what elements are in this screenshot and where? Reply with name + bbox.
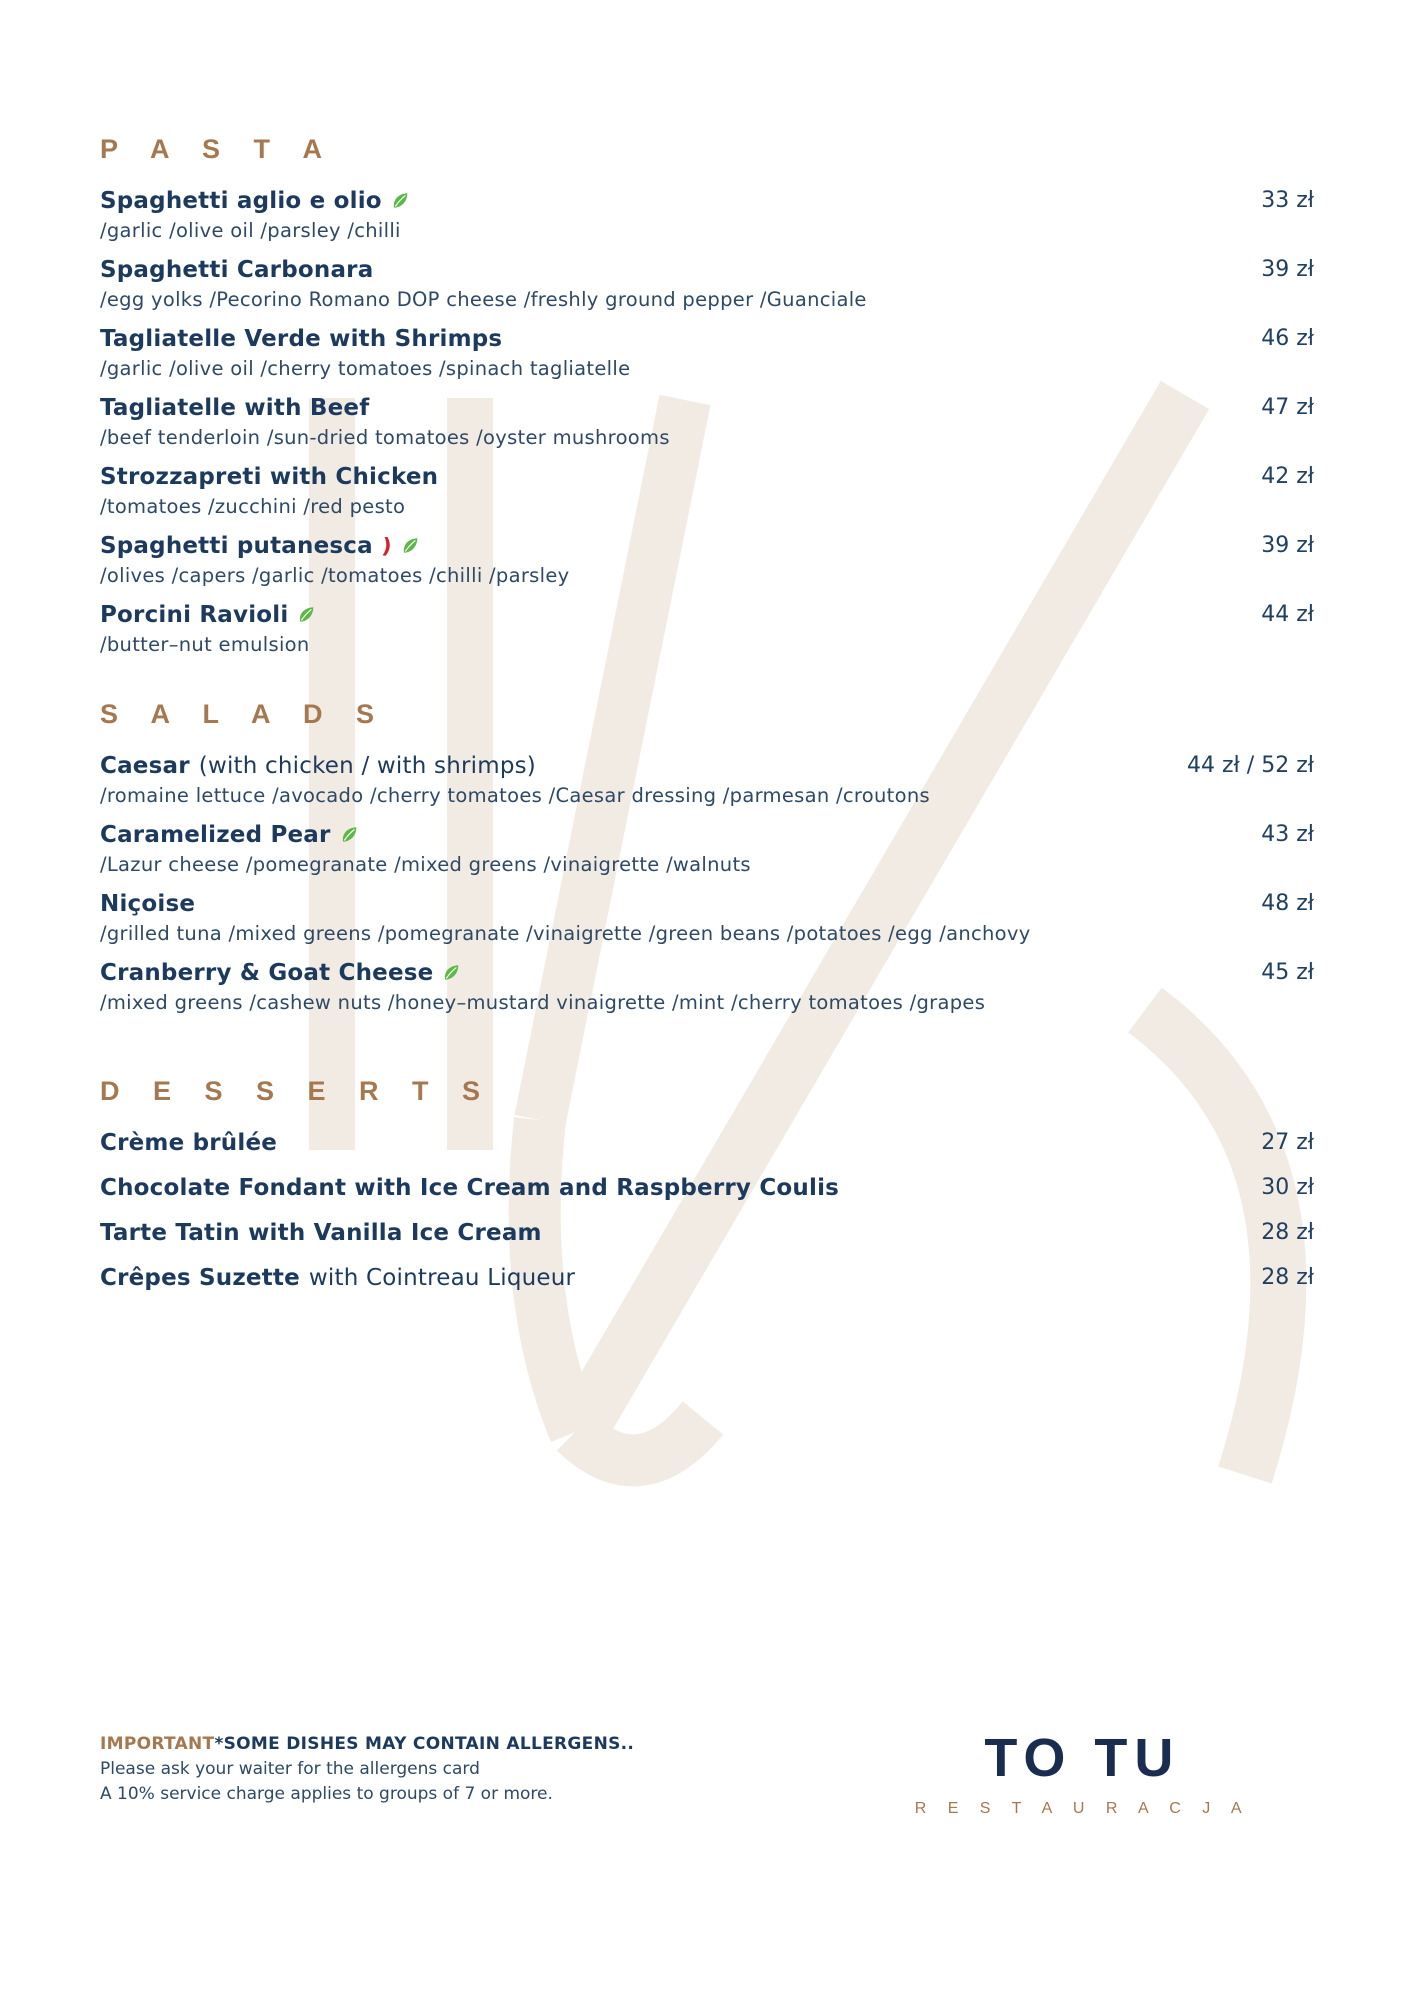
menu-item-title: [100, 1264, 575, 1292]
menu-item-price: 43 zł: [1261, 822, 1314, 847]
important-label: IMPORTANT: [100, 1734, 215, 1754]
leaf-icon: [400, 535, 421, 556]
menu-item-row: [100, 752, 1314, 780]
menu-item-name-suffix: with Cointreau Liqueur: [308, 1265, 576, 1291]
menu-item-ingredients: /romaine lettuce /avocado /cherry tomatoes /Caesar dressing /parmesan /croutons: [100, 784, 930, 807]
menu-item: [100, 325, 1314, 382]
chilli-icon: ): [380, 533, 393, 559]
menu-item-row: [100, 1264, 1314, 1292]
menu-section-salads: [100, 699, 1314, 1016]
menu-section-desserts: [100, 1076, 1314, 1292]
menu-item-row: [100, 187, 1314, 215]
menu-item-row: [100, 532, 1314, 560]
section-title-salads: S A L A D S: [100, 699, 388, 729]
menu-item-name: Tagliatelle with Beef: [100, 395, 370, 421]
menu-item-row: [100, 601, 1314, 629]
menu-item-row: [100, 959, 1314, 987]
menu-item-row: [100, 821, 1314, 849]
menu-item-ingredients: /grilled tuna /mixed greens /pomegranate /vinaigrette /green beans /potatoes /egg /anchovy: [100, 922, 1031, 945]
menu-item-name: Niçoise: [100, 891, 196, 917]
leaf-icon: [339, 824, 360, 845]
menu-item-title: [100, 532, 420, 560]
menu-item-row: [100, 1174, 1314, 1202]
menu-item-title: [100, 187, 410, 215]
menu-item-title: [100, 256, 373, 284]
menu-item: [100, 752, 1314, 809]
menu-item: [100, 821, 1314, 878]
menu-item-price: 28 zł: [1261, 1220, 1314, 1245]
menu-item-row: [100, 394, 1314, 422]
leaf-icon: [390, 190, 411, 211]
leaf-icon: [296, 604, 317, 625]
menu-item-price: 30 zł: [1261, 1175, 1314, 1200]
menu-item-name: Spaghetti Carbonara: [100, 257, 374, 283]
menu-item-ingredients: /tomatoes /zucchini /red pesto: [100, 495, 406, 518]
menu-item: [100, 1219, 1314, 1247]
menu-item: [100, 959, 1314, 1016]
menu-item-price: 39 zł: [1261, 533, 1314, 558]
menu-item-name-suffix: (with chicken / with shrimps): [198, 753, 536, 779]
menu-item-ingredients: /beef tenderloin /sun-dried tomatoes /oyster mushrooms: [100, 426, 670, 449]
menu-item: [100, 1264, 1314, 1292]
menu-item-name: Tarte Tatin with Vanilla Ice Cream: [100, 1220, 542, 1246]
menu-item-title: [100, 601, 316, 629]
leaf-icon: [441, 962, 462, 983]
menu-item-price: 44 zł / 52 zł: [1187, 753, 1314, 778]
footer-line-allergens-card: Please ask your waiter for the allergens card: [100, 1759, 480, 1779]
menu-item-row: [100, 256, 1314, 284]
footer-notes: [100, 1732, 634, 1807]
menu-section-pasta: [100, 134, 1314, 658]
menu-item-ingredients: /mixed greens /cashew nuts /honey–mustard vinaigrette /mint /cherry tomatoes /grapes: [100, 991, 986, 1014]
menu-item: [100, 394, 1314, 451]
menu-item-row: [100, 890, 1314, 918]
menu-item-row: [100, 1129, 1314, 1157]
menu-item: [100, 890, 1314, 947]
menu-item-name: Spaghetti aglio e olio: [100, 188, 382, 214]
menu-item-ingredients: /butter–nut emulsion: [100, 633, 310, 656]
menu-item-title: [100, 959, 461, 987]
menu-item-title: [100, 325, 502, 353]
logo-name: TO TU: [984, 1728, 1181, 1788]
menu-item-price: 47 zł: [1261, 395, 1314, 420]
menu-item-price: 27 zł: [1261, 1130, 1314, 1155]
menu-item-name: Strozzapreti with Chicken: [100, 464, 439, 490]
menu-item-title: [100, 752, 536, 780]
menu-item-row: [100, 325, 1314, 353]
menu-item-name: Spaghetti putanesca: [100, 533, 373, 559]
menu-item-title: [100, 1174, 839, 1202]
menu-item-price: 33 zł: [1261, 188, 1314, 213]
menu-item-ingredients: /olives /capers /garlic /tomatoes /chilli /parsley: [100, 564, 570, 587]
menu-item-name: Tagliatelle Verde with Shrimps: [100, 326, 503, 352]
menu-item: [100, 1174, 1314, 1202]
menu-item: [100, 187, 1314, 244]
menu-item: [100, 463, 1314, 520]
menu-item-title: [100, 394, 369, 422]
menu-item-ingredients: /egg yolks /Pecorino Romano DOP cheese /freshly ground pepper /Guanciale: [100, 288, 867, 311]
menu-item-row: [100, 1219, 1314, 1247]
logo-subtitle: R E S T A U R A C J A: [914, 1800, 1250, 1817]
menu-item-price: 48 zł: [1261, 891, 1314, 916]
section-title-pasta: P A S T A: [100, 134, 336, 164]
menu-item-price: 44 zł: [1261, 602, 1314, 627]
menu-item-price: 46 zł: [1261, 326, 1314, 351]
footer-line-service-charge: A 10% service charge applies to groups of 7 or more.: [100, 1784, 553, 1804]
menu-item: [100, 601, 1314, 658]
menu-item-price: 45 zł: [1261, 960, 1314, 985]
menu-item-name: Chocolate Fondant with Ice Cream and Raspberry Coulis: [100, 1175, 840, 1201]
menu-item-name: Caesar: [100, 753, 190, 779]
menu-item-price: 28 zł: [1261, 1265, 1314, 1290]
menu-item-name: Crêpes Suzette: [100, 1265, 300, 1291]
menu-item-price: 42 zł: [1261, 464, 1314, 489]
menu-item: [100, 532, 1314, 589]
menu-item-price: 39 zł: [1261, 257, 1314, 282]
menu-sections: [100, 134, 1314, 1292]
allergen-warning: [100, 1732, 634, 1757]
menu-item-name: Cranberry & Goat Cheese: [100, 960, 434, 986]
menu-item: [100, 256, 1314, 313]
menu-item-title: [100, 463, 438, 491]
menu-item-ingredients: /Lazur cheese /pomegranate /mixed greens /vinaigrette /walnuts: [100, 853, 751, 876]
menu-item-name: Crème brûlée: [100, 1130, 278, 1156]
menu-item-name: Caramelized Pear: [100, 822, 331, 848]
menu-item-ingredients: /garlic /olive oil /cherry tomatoes /spinach tagliatelle: [100, 357, 631, 380]
menu-item-title: [100, 821, 359, 849]
restaurant-logo: [915, 1728, 1250, 1818]
menu-item: [100, 1129, 1314, 1157]
section-title-desserts: D E S S E R T S: [100, 1076, 494, 1106]
menu-item-title: [100, 890, 195, 918]
menu-item-title: [100, 1219, 542, 1247]
menu-item-ingredients: /garlic /olive oil /parsley /chilli: [100, 219, 401, 242]
menu-item-name: Porcini Ravioli: [100, 602, 289, 628]
menu-item-row: [100, 463, 1314, 491]
important-text: *SOME DISHES MAY CONTAIN ALLERGENS..: [214, 1734, 635, 1754]
menu-item-title: [100, 1129, 277, 1157]
